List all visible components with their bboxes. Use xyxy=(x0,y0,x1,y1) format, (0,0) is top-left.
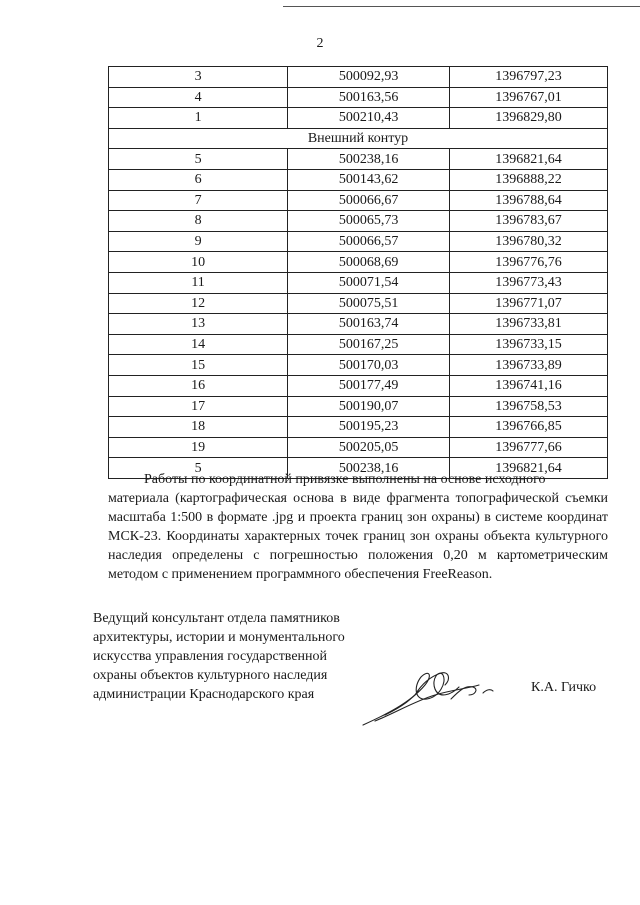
section-label: Внешний контур xyxy=(109,128,608,149)
point-number-cell: 5 xyxy=(109,149,288,170)
point-number-cell: 1 xyxy=(109,108,288,129)
point-number-cell: 5 xyxy=(109,458,288,479)
point-number-cell: 10 xyxy=(109,252,288,273)
y-coordinate-cell: 1396783,67 xyxy=(450,211,608,232)
y-coordinate-cell: 1396888,22 xyxy=(450,169,608,190)
table-row xyxy=(109,87,608,108)
x-coordinate-cell: 500163,74 xyxy=(288,314,450,335)
table-row xyxy=(109,375,608,396)
x-coordinate-cell: 500163,56 xyxy=(288,87,450,108)
point-number-cell: 9 xyxy=(109,231,288,252)
y-coordinate-cell: 1396773,43 xyxy=(450,272,608,293)
point-number-cell: 19 xyxy=(109,437,288,458)
paragraph-first-line: Работы по координатной привязке выполнены на основе исходного xyxy=(144,472,546,487)
signatory-name: К.А. Гичко xyxy=(531,680,597,695)
point-number-cell: 4 xyxy=(109,87,288,108)
x-coordinate-cell: 500065,73 xyxy=(288,211,450,232)
table-row xyxy=(109,355,608,376)
section-row xyxy=(109,128,608,149)
y-coordinate-cell: 1396771,07 xyxy=(450,293,608,314)
x-coordinate-cell: 500238,16 xyxy=(288,149,450,170)
x-coordinate-cell: 500205,05 xyxy=(288,437,450,458)
x-coordinate-cell: 500068,69 xyxy=(288,252,450,273)
point-number-cell: 18 xyxy=(109,417,288,438)
x-coordinate-cell: 500066,67 xyxy=(288,190,450,211)
y-coordinate-cell: 1396776,76 xyxy=(450,252,608,273)
point-number-cell: 17 xyxy=(109,396,288,417)
signatory-title-line: архитектуры, истории и монументального xyxy=(93,630,345,645)
y-coordinate-cell: 1396766,85 xyxy=(450,417,608,438)
signatory-title-line: администрации Краснодарского края xyxy=(93,687,315,702)
y-coordinate-cell: 1396780,32 xyxy=(450,231,608,252)
y-coordinate-cell: 1396821,64 xyxy=(450,149,608,170)
table-row xyxy=(109,437,608,458)
table-row xyxy=(109,211,608,232)
y-coordinate-cell: 1396797,23 xyxy=(450,67,608,88)
point-number-cell: 8 xyxy=(109,211,288,232)
x-coordinate-cell: 500071,54 xyxy=(288,272,450,293)
signatory-title-line: Ведущий консультант отдела памятников xyxy=(93,611,340,626)
point-number-cell: 11 xyxy=(109,272,288,293)
x-coordinate-cell: 500170,03 xyxy=(288,355,450,376)
methodology-paragraph xyxy=(108,470,608,584)
table-row xyxy=(109,252,608,273)
signatory-title-line: искусства управления государственной xyxy=(93,649,328,664)
x-coordinate-cell: 500075,51 xyxy=(288,293,450,314)
y-coordinate-cell: 1396733,89 xyxy=(450,355,608,376)
table-row xyxy=(109,67,608,88)
coordinates-table xyxy=(108,66,608,479)
x-coordinate-cell: 500092,93 xyxy=(288,67,450,88)
x-coordinate-cell: 500167,25 xyxy=(288,334,450,355)
point-number-cell: 3 xyxy=(109,67,288,88)
table-row xyxy=(109,169,608,190)
point-number-cell: 6 xyxy=(109,169,288,190)
y-coordinate-cell: 1396821,64 xyxy=(450,458,608,479)
table-row xyxy=(109,108,608,129)
point-number-cell: 7 xyxy=(109,190,288,211)
x-coordinate-cell: 500195,23 xyxy=(288,417,450,438)
page-number: 2 xyxy=(316,36,324,51)
x-coordinate-cell: 500210,43 xyxy=(288,108,450,129)
table-row xyxy=(109,314,608,335)
top-rule xyxy=(283,6,640,7)
y-coordinate-cell: 1396733,81 xyxy=(450,314,608,335)
signatory-title xyxy=(93,609,383,704)
point-number-cell: 15 xyxy=(109,355,288,376)
y-coordinate-cell: 1396733,15 xyxy=(450,334,608,355)
table-row xyxy=(109,190,608,211)
handwritten-signature xyxy=(355,655,505,735)
y-coordinate-cell: 1396767,01 xyxy=(450,87,608,108)
point-number-cell: 12 xyxy=(109,293,288,314)
x-coordinate-cell: 500177,49 xyxy=(288,375,450,396)
paragraph-body: материала (картографическая основа в виде фрагмента топографической съемки масштаба 1:500 в формате .jpg и проекта границ зон охраны) в системе координат МСК-23. Координаты характерных точек границ зон охраны объекта культурного наследия определены с погрешностью положения 0,20 м картометрическим методом с применением программного обеспечения FreeReason. xyxy=(108,491,608,582)
table-row xyxy=(109,396,608,417)
y-coordinate-cell: 1396829,80 xyxy=(450,108,608,129)
table-row xyxy=(109,149,608,170)
y-coordinate-cell: 1396758,53 xyxy=(450,396,608,417)
signatory-title-line: охраны объектов культурного наследия xyxy=(93,668,328,683)
x-coordinate-cell: 500066,57 xyxy=(288,231,450,252)
table-row xyxy=(109,293,608,314)
y-coordinate-cell: 1396788,64 xyxy=(450,190,608,211)
x-coordinate-cell: 500143,62 xyxy=(288,169,450,190)
x-coordinate-cell: 500238,16 xyxy=(288,458,450,479)
y-coordinate-cell: 1396741,16 xyxy=(450,375,608,396)
point-number-cell: 16 xyxy=(109,375,288,396)
table-row xyxy=(109,334,608,355)
table-row xyxy=(109,272,608,293)
point-number-cell: 14 xyxy=(109,334,288,355)
table-row xyxy=(109,417,608,438)
point-number-cell: 13 xyxy=(109,314,288,335)
table-row xyxy=(109,231,608,252)
y-coordinate-cell: 1396777,66 xyxy=(450,437,608,458)
x-coordinate-cell: 500190,07 xyxy=(288,396,450,417)
